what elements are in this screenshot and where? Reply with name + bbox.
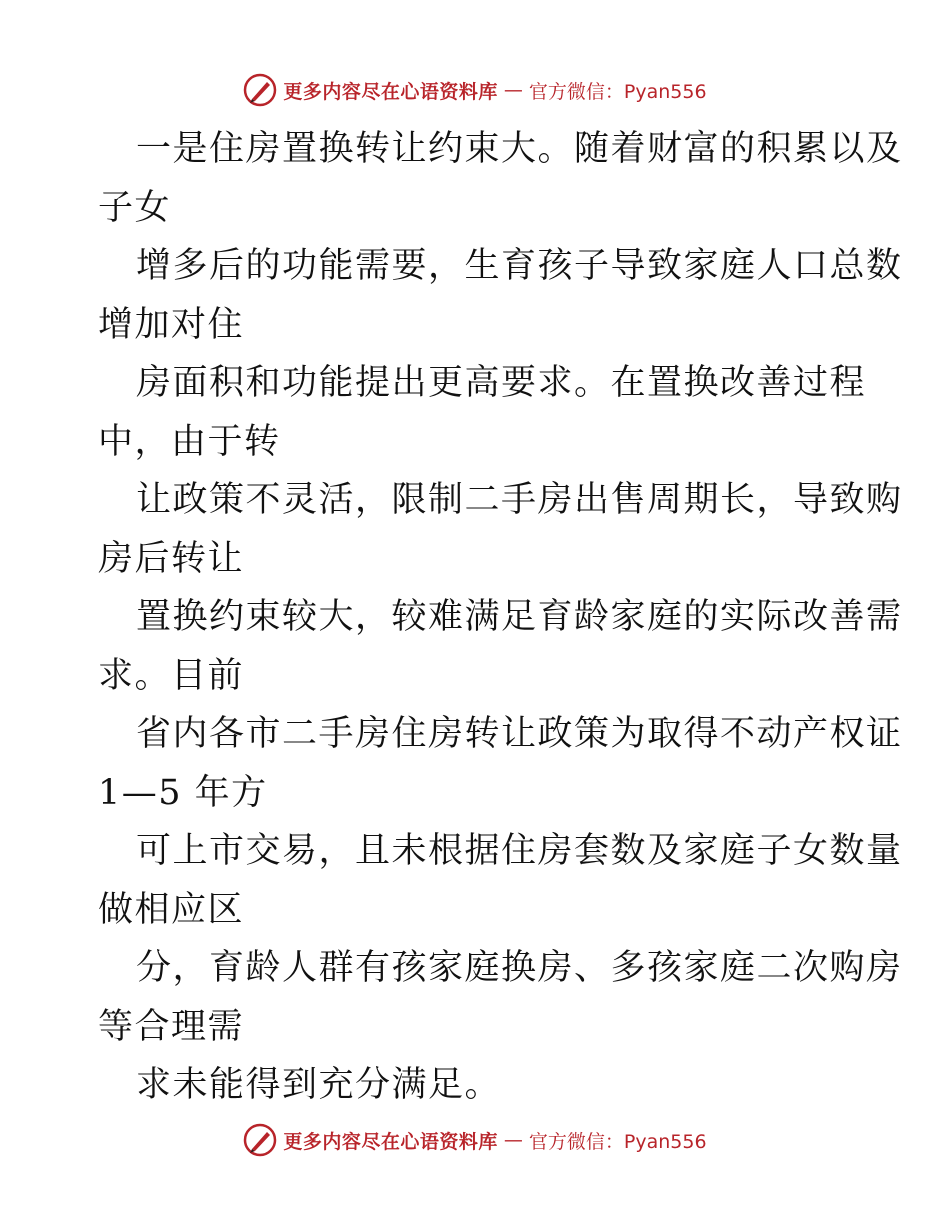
text-line: 一是住房置换转让约束大。随着财富的积累以及 <box>136 129 903 169</box>
text-line: 做相应区 <box>98 889 245 930</box>
quill-pen-logo-icon <box>243 1123 277 1157</box>
text-line: 省内各市二手房住房转让政策为取得不动产权证 <box>136 714 903 754</box>
text-line: 可上市交易，且未根据住房套数及家庭子女数量 <box>136 831 903 871</box>
text-line: 房面积和功能提出更高要求。在置换改善过程 <box>136 363 867 403</box>
text-line: 房后转让 <box>98 538 245 579</box>
banner-separator: — <box>503 1129 523 1151</box>
text-line: 1—5 年方 <box>98 772 268 813</box>
text-line: 增加对住 <box>98 304 245 345</box>
banner-contact: 官方微信：Pyan556 <box>528 1130 707 1153</box>
footer-banner <box>0 1120 950 1160</box>
text-line: 分，育龄人群有孩家庭换房、多孩家庭二次购房 <box>136 948 903 988</box>
quill-pen-logo-icon <box>243 73 277 107</box>
banner-title: 更多内容尽在心语资料库 <box>283 1130 498 1153</box>
banner-contact: 官方微信：Pyan556 <box>528 80 707 103</box>
document-body <box>98 120 903 1115</box>
text-line: 置换约束较大，较难满足育龄家庭的实际改善需 <box>136 597 903 637</box>
text-line: 求。目前 <box>98 655 245 696</box>
text-line: 让政策不灵活，限制二手房出售周期长，导致购 <box>136 480 903 520</box>
banner-separator: — <box>503 79 523 101</box>
text-line: 子女 <box>98 187 172 228</box>
text-line: 求未能得到充分满足。 <box>136 1065 502 1105</box>
text-line: 等合理需 <box>98 1006 245 1047</box>
header-banner <box>0 70 950 110</box>
text-line: 中，由于转 <box>98 421 281 462</box>
text-line: 增多后的功能需要，生育孩子导致家庭人口总数 <box>136 246 903 286</box>
banner-title: 更多内容尽在心语资料库 <box>283 80 498 103</box>
